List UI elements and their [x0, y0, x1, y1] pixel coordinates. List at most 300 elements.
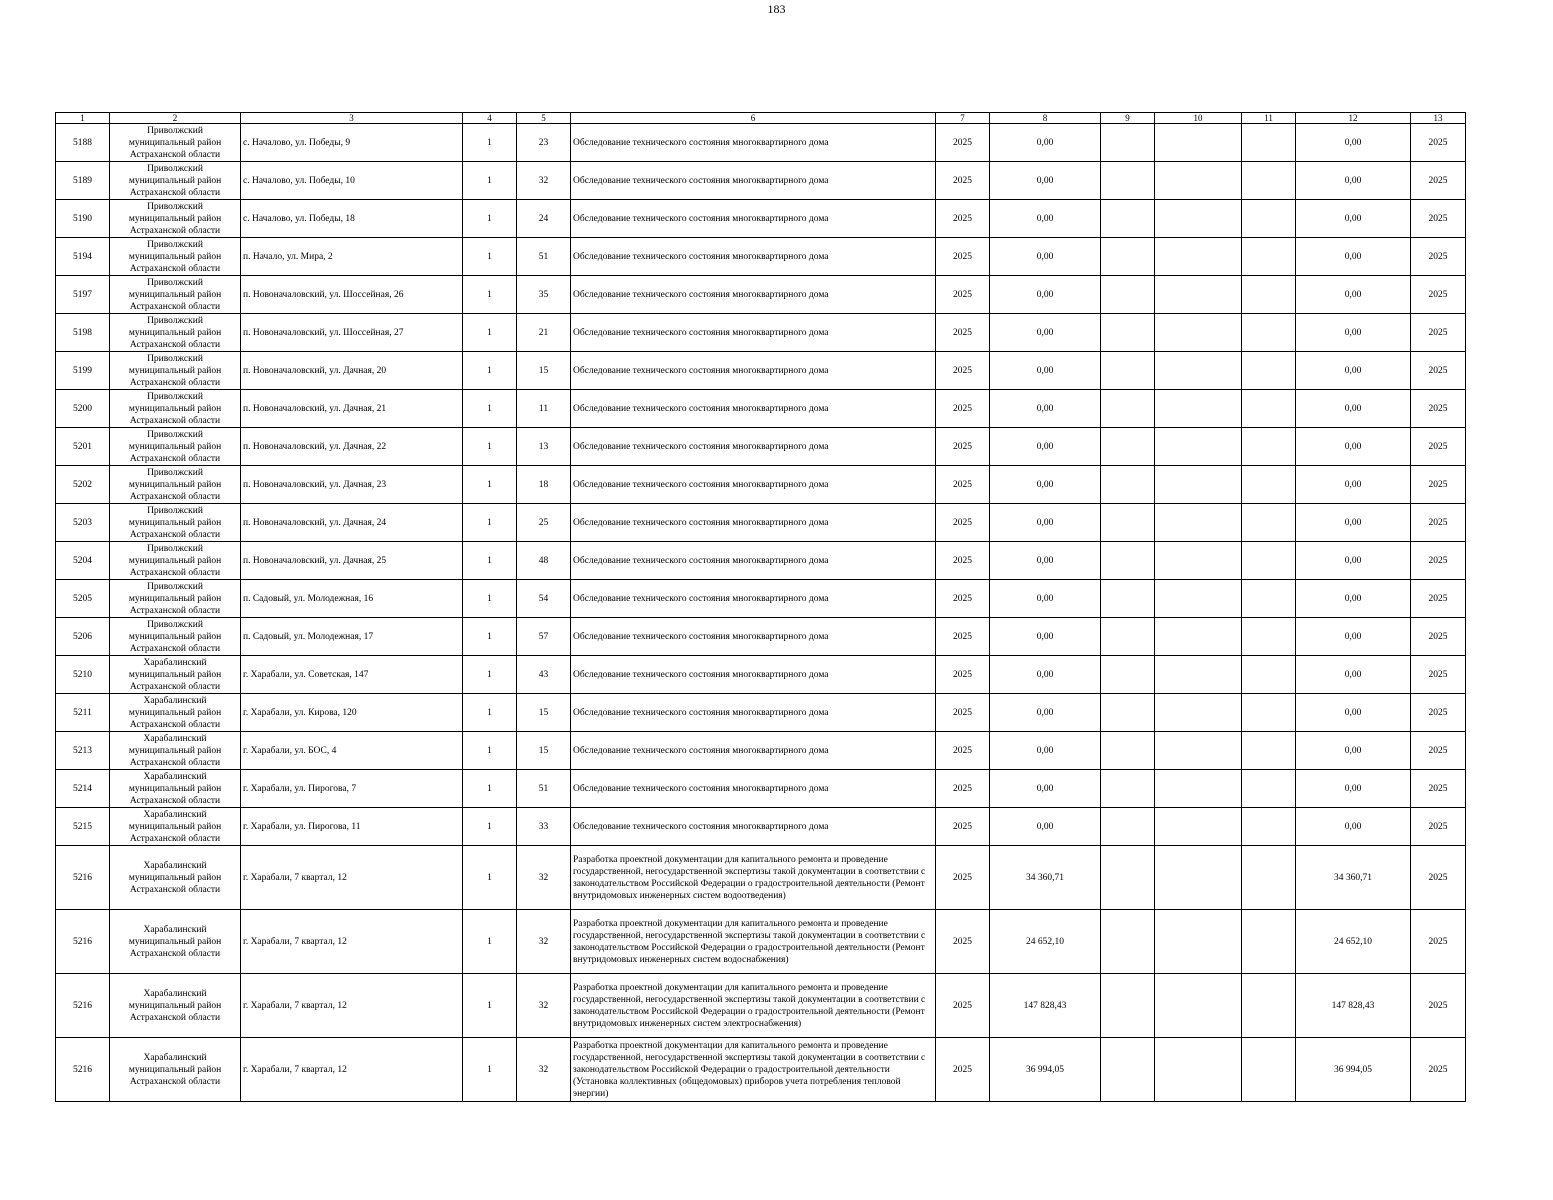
column-12-cell: 0,00 [1296, 542, 1411, 580]
column-11-cell [1242, 200, 1296, 238]
work-type-cell: Обследование технического состояния многоквартирного дома [571, 580, 936, 618]
address-cell: г. Харабали, 7 квартал, 12 [241, 1038, 463, 1102]
column-5-cell: 57 [517, 618, 571, 656]
column-4-cell: 1 [463, 974, 517, 1038]
municipality-line: Астраханской области [129, 529, 221, 540]
year-cell: 2025 [936, 162, 990, 200]
column-5-cell: 13 [517, 428, 571, 466]
municipality-line: Харабалинский [143, 695, 207, 706]
municipality-cell [110, 200, 241, 238]
column-5-cell: 15 [517, 352, 571, 390]
address-cell: п. Садовый, ул. Молодежная, 16 [241, 580, 463, 618]
cost-cell: 0,00 [990, 618, 1101, 656]
column-11-cell [1242, 238, 1296, 276]
column-12-cell: 0,00 [1296, 390, 1411, 428]
municipality-line: Приволжский [147, 163, 203, 174]
column-13-cell: 2025 [1411, 162, 1466, 200]
column-5-cell: 32 [517, 162, 571, 200]
table-body [56, 113, 1466, 1102]
municipality-line: Астраханской области [129, 948, 221, 959]
column-9-cell [1101, 618, 1155, 656]
row-number-cell: 5205 [56, 580, 110, 618]
work-type-cell: Обследование технического состояния многоквартирного дома [571, 732, 936, 770]
column-9-cell [1101, 466, 1155, 504]
work-type-cell: Разработка проектной документации для капитального ремонта и проведение государственной, негосударственной экспертизы такой документации в соответствии с законодательством Российской Федерации о градостроительной деятельности (Ремонт внутридомовых инженерных систем водоотведения) [571, 846, 936, 910]
column-9-cell [1101, 732, 1155, 770]
cost-cell: 0,00 [990, 694, 1101, 732]
column-4-cell: 1 [463, 846, 517, 910]
column-13-cell: 2025 [1411, 466, 1466, 504]
municipality-line: Астраханской области [129, 415, 221, 426]
column-9-cell [1101, 542, 1155, 580]
column-4-cell: 1 [463, 580, 517, 618]
municipality-line: муниципальный район [128, 555, 222, 566]
address-cell: г. Харабали, ул. Пирогова, 7 [241, 770, 463, 808]
cost-cell: 34 360,71 [990, 846, 1101, 910]
column-13-cell: 2025 [1411, 352, 1466, 390]
cost-cell: 0,00 [990, 390, 1101, 428]
municipality-line: муниципальный район [128, 631, 222, 642]
column-11-cell [1242, 542, 1296, 580]
table-row [56, 390, 1466, 428]
municipality-line: муниципальный район [128, 669, 222, 680]
column-10-cell [1155, 580, 1242, 618]
column-12-cell: 147 828,43 [1296, 974, 1411, 1038]
column-12-cell: 0,00 [1296, 770, 1411, 808]
municipality-cell [110, 580, 241, 618]
column-13-cell: 2025 [1411, 200, 1466, 238]
municipality-line: Астраханской области [129, 491, 221, 502]
year-cell: 2025 [936, 974, 990, 1038]
column-10-cell [1155, 124, 1242, 162]
column-11-cell [1242, 808, 1296, 846]
municipality-cell [110, 466, 241, 504]
column-11-cell [1242, 124, 1296, 162]
municipality-cell [110, 974, 241, 1038]
municipality-line: муниципальный район [128, 872, 222, 883]
column-11-cell [1242, 910, 1296, 974]
municipality-line: Астраханской области [129, 605, 221, 616]
address-cell: г. Харабали, ул. Кирова, 120 [241, 694, 463, 732]
capital-repair-table [55, 112, 1466, 1102]
column-9-cell [1101, 694, 1155, 732]
table-row [56, 732, 1466, 770]
column-13-cell: 2025 [1411, 504, 1466, 542]
cost-cell: 0,00 [990, 314, 1101, 352]
municipality-cell [110, 390, 241, 428]
municipality-cell [110, 656, 241, 694]
municipality-line: Приволжский [147, 201, 203, 212]
municipality-line: Астраханской области [129, 643, 221, 654]
table-row [56, 770, 1466, 808]
work-type-cell: Обследование технического состояния многоквартирного дома [571, 542, 936, 580]
year-cell: 2025 [936, 808, 990, 846]
table-row [56, 200, 1466, 238]
column-13-cell: 2025 [1411, 314, 1466, 352]
municipality-cell [110, 314, 241, 352]
year-cell: 2025 [936, 542, 990, 580]
column-10-cell [1155, 910, 1242, 974]
column-5-cell: 51 [517, 770, 571, 808]
column-11-cell [1242, 656, 1296, 694]
column-10-cell [1155, 542, 1242, 580]
cost-cell: 0,00 [990, 428, 1101, 466]
municipality-line: Астраханской области [129, 301, 221, 312]
column-header: 10 [1155, 113, 1242, 124]
column-10-cell [1155, 428, 1242, 466]
municipality-line: Астраханской области [129, 149, 221, 160]
municipality-line: Приволжский [147, 505, 203, 516]
column-11-cell [1242, 618, 1296, 656]
municipality-cell [110, 162, 241, 200]
column-12-cell: 0,00 [1296, 618, 1411, 656]
municipality-line: Харабалинский [143, 924, 207, 935]
work-type-cell: Обследование технического состояния многоквартирного дома [571, 428, 936, 466]
work-type-cell: Обследование технического состояния многоквартирного дома [571, 656, 936, 694]
year-cell: 2025 [936, 238, 990, 276]
row-number-cell: 5210 [56, 656, 110, 694]
column-header: 9 [1101, 113, 1155, 124]
year-cell: 2025 [936, 314, 990, 352]
work-type-cell: Обследование технического состояния многоквартирного дома [571, 352, 936, 390]
municipality-line: Астраханской области [129, 453, 221, 464]
work-type-cell: Обследование технического состояния многоквартирного дома [571, 618, 936, 656]
column-11-cell [1242, 314, 1296, 352]
table-row [56, 314, 1466, 352]
column-10-cell [1155, 276, 1242, 314]
column-12-cell: 24 652,10 [1296, 910, 1411, 974]
column-9-cell [1101, 504, 1155, 542]
municipality-cell [110, 910, 241, 974]
municipality-line: Приволжский [147, 315, 203, 326]
column-13-cell: 2025 [1411, 974, 1466, 1038]
column-10-cell [1155, 352, 1242, 390]
municipality-line: Астраханской области [129, 187, 221, 198]
municipality-cell [110, 504, 241, 542]
work-type-cell: Обследование технического состояния многоквартирного дома [571, 314, 936, 352]
year-cell: 2025 [936, 200, 990, 238]
column-12-cell: 0,00 [1296, 580, 1411, 618]
column-13-cell: 2025 [1411, 656, 1466, 694]
column-4-cell: 1 [463, 428, 517, 466]
municipality-line: Приволжский [147, 581, 203, 592]
address-cell: п. Начало, ул. Мира, 2 [241, 238, 463, 276]
column-header: 6 [571, 113, 936, 124]
column-9-cell [1101, 808, 1155, 846]
work-type-cell: Обследование технического состояния многоквартирного дома [571, 466, 936, 504]
column-header: 12 [1296, 113, 1411, 124]
municipality-line: муниципальный район [128, 517, 222, 528]
column-13-cell: 2025 [1411, 808, 1466, 846]
column-10-cell [1155, 162, 1242, 200]
column-11-cell [1242, 974, 1296, 1038]
column-4-cell: 1 [463, 694, 517, 732]
column-5-cell: 35 [517, 276, 571, 314]
column-header: 11 [1242, 113, 1296, 124]
column-13-cell: 2025 [1411, 846, 1466, 910]
municipality-line: Астраханской области [129, 719, 221, 730]
work-type-cell: Обследование технического состояния многоквартирного дома [571, 276, 936, 314]
column-13-cell: 2025 [1411, 1038, 1466, 1102]
municipality-cell [110, 694, 241, 732]
work-type-cell: Обследование технического состояния многоквартирного дома [571, 504, 936, 542]
municipality-line: Харабалинский [143, 860, 207, 871]
column-5-cell: 43 [517, 656, 571, 694]
municipality-line: муниципальный район [128, 821, 222, 832]
address-cell: п. Садовый, ул. Молодежная, 17 [241, 618, 463, 656]
address-cell: п. Новоначаловский, ул. Дачная, 20 [241, 352, 463, 390]
column-5-cell: 21 [517, 314, 571, 352]
work-type-cell: Разработка проектной документации для капитального ремонта и проведение государственной, негосударственной экспертизы такой документации в соответствии с законодательством Российской Федерации о градостроительной деятельности (Установка коллективных (общедомовых) приборов учета потребления тепловой энергии) [571, 1038, 936, 1102]
municipality-cell [110, 238, 241, 276]
address-cell: г. Харабали, ул. Пирогова, 11 [241, 808, 463, 846]
column-13-cell: 2025 [1411, 276, 1466, 314]
cost-cell: 0,00 [990, 656, 1101, 694]
column-10-cell [1155, 694, 1242, 732]
column-10-cell [1155, 656, 1242, 694]
table-row [56, 504, 1466, 542]
cost-cell: 0,00 [990, 200, 1101, 238]
column-9-cell [1101, 390, 1155, 428]
municipality-cell [110, 732, 241, 770]
column-9-cell [1101, 276, 1155, 314]
municipality-line: муниципальный район [128, 213, 222, 224]
year-cell: 2025 [936, 1038, 990, 1102]
year-cell: 2025 [936, 124, 990, 162]
table-row [56, 808, 1466, 846]
row-number-cell: 5203 [56, 504, 110, 542]
table-row [56, 974, 1466, 1038]
row-number-cell: 5198 [56, 314, 110, 352]
year-cell: 2025 [936, 618, 990, 656]
column-10-cell [1155, 238, 1242, 276]
cost-cell: 0,00 [990, 504, 1101, 542]
year-cell: 2025 [936, 732, 990, 770]
column-11-cell [1242, 162, 1296, 200]
column-4-cell: 1 [463, 504, 517, 542]
column-10-cell [1155, 846, 1242, 910]
row-number-cell: 5206 [56, 618, 110, 656]
cost-cell: 0,00 [990, 276, 1101, 314]
municipality-line: Приволжский [147, 239, 203, 250]
column-12-cell: 0,00 [1296, 314, 1411, 352]
column-5-cell: 33 [517, 808, 571, 846]
row-number-cell: 5211 [56, 694, 110, 732]
column-4-cell: 1 [463, 314, 517, 352]
cost-cell: 24 652,10 [990, 910, 1101, 974]
cost-cell: 0,00 [990, 238, 1101, 276]
row-number-cell: 5202 [56, 466, 110, 504]
column-13-cell: 2025 [1411, 238, 1466, 276]
municipality-cell [110, 428, 241, 466]
column-9-cell [1101, 124, 1155, 162]
column-4-cell: 1 [463, 162, 517, 200]
address-cell: п. Новоначаловский, ул. Дачная, 22 [241, 428, 463, 466]
municipality-line: Харабалинский [143, 1052, 207, 1063]
municipality-line: Астраханской области [129, 377, 221, 388]
column-13-cell: 2025 [1411, 732, 1466, 770]
table-row [56, 656, 1466, 694]
work-type-cell: Обследование технического состояния многоквартирного дома [571, 770, 936, 808]
work-type-cell: Обследование технического состояния многоквартирного дома [571, 694, 936, 732]
column-9-cell [1101, 770, 1155, 808]
cost-cell: 0,00 [990, 162, 1101, 200]
column-5-cell: 15 [517, 694, 571, 732]
column-5-cell: 15 [517, 732, 571, 770]
column-11-cell [1242, 846, 1296, 910]
municipality-line: Приволжский [147, 543, 203, 554]
municipality-line: муниципальный район [128, 251, 222, 262]
table-row [56, 618, 1466, 656]
address-cell: п. Новоначаловский, ул. Дачная, 25 [241, 542, 463, 580]
address-cell: п. Новоначаловский, ул. Шоссейная, 27 [241, 314, 463, 352]
column-9-cell [1101, 314, 1155, 352]
column-13-cell: 2025 [1411, 910, 1466, 974]
table-row [56, 694, 1466, 732]
work-type-cell: Разработка проектной документации для капитального ремонта и проведение государственной, негосударственной экспертизы такой документации в соответствии с законодательством Российской Федерации о градостроительной деятельности (Ремонт внутридомовых инженерных систем водоснабжения) [571, 910, 936, 974]
column-12-cell: 0,00 [1296, 352, 1411, 390]
work-type-cell: Обследование технического состояния многоквартирного дома [571, 238, 936, 276]
work-type-cell: Разработка проектной документации для капитального ремонта и проведение государственной, негосударственной экспертизы такой документации в соответствии с законодательством Российской Федерации о градостроительной деятельности (Ремонт внутридомовых инженерных систем электроснабжения) [571, 974, 936, 1038]
column-12-cell: 0,00 [1296, 656, 1411, 694]
municipality-line: Астраханской области [129, 757, 221, 768]
municipality-line: муниципальный район [128, 289, 222, 300]
column-9-cell [1101, 200, 1155, 238]
address-cell: г. Харабали, 7 квартал, 12 [241, 846, 463, 910]
row-number-cell: 5216 [56, 974, 110, 1038]
municipality-line: Харабалинский [143, 809, 207, 820]
column-header: 5 [517, 113, 571, 124]
column-4-cell: 1 [463, 770, 517, 808]
table-row [56, 1038, 1466, 1102]
column-12-cell: 0,00 [1296, 466, 1411, 504]
year-cell: 2025 [936, 276, 990, 314]
column-number-header [56, 113, 1466, 124]
address-cell: г. Харабали, ул. БОС, 4 [241, 732, 463, 770]
column-4-cell: 1 [463, 466, 517, 504]
municipality-line: Приволжский [147, 467, 203, 478]
municipality-line: муниципальный район [128, 137, 222, 148]
column-4-cell: 1 [463, 618, 517, 656]
work-type-cell: Обследование технического состояния многоквартирного дома [571, 162, 936, 200]
column-header: 13 [1411, 113, 1466, 124]
year-cell: 2025 [936, 910, 990, 974]
column-10-cell [1155, 732, 1242, 770]
municipality-line: Астраханской области [129, 884, 221, 895]
row-number-cell: 5188 [56, 124, 110, 162]
column-4-cell: 1 [463, 732, 517, 770]
column-9-cell [1101, 352, 1155, 390]
address-cell: г. Харабали, 7 квартал, 12 [241, 974, 463, 1038]
work-type-cell: Обследование технического состояния многоквартирного дома [571, 808, 936, 846]
column-5-cell: 54 [517, 580, 571, 618]
column-11-cell [1242, 732, 1296, 770]
column-10-cell [1155, 770, 1242, 808]
municipality-line: Астраханской области [129, 263, 221, 274]
column-12-cell: 0,00 [1296, 200, 1411, 238]
municipality-cell [110, 1038, 241, 1102]
row-number-cell: 5213 [56, 732, 110, 770]
column-10-cell [1155, 390, 1242, 428]
column-11-cell [1242, 428, 1296, 466]
row-number-cell: 5204 [56, 542, 110, 580]
municipality-line: Астраханской области [129, 795, 221, 806]
column-13-cell: 2025 [1411, 694, 1466, 732]
column-12-cell: 0,00 [1296, 124, 1411, 162]
cost-cell: 0,00 [990, 352, 1101, 390]
row-number-cell: 5194 [56, 238, 110, 276]
row-number-cell: 5216 [56, 846, 110, 910]
year-cell: 2025 [936, 770, 990, 808]
column-5-cell: 51 [517, 238, 571, 276]
cost-cell: 0,00 [990, 808, 1101, 846]
address-cell: п. Новоначаловский, ул. Дачная, 23 [241, 466, 463, 504]
municipality-line: муниципальный район [128, 745, 222, 756]
municipality-cell [110, 352, 241, 390]
row-number-cell: 5199 [56, 352, 110, 390]
column-4-cell: 1 [463, 910, 517, 974]
table-row [56, 124, 1466, 162]
cost-cell: 36 994,05 [990, 1038, 1101, 1102]
column-12-cell: 0,00 [1296, 732, 1411, 770]
column-4-cell: 1 [463, 276, 517, 314]
municipality-line: Приволжский [147, 125, 203, 136]
table-row [56, 542, 1466, 580]
column-13-cell: 2025 [1411, 542, 1466, 580]
row-number-cell: 5189 [56, 162, 110, 200]
column-4-cell: 1 [463, 808, 517, 846]
year-cell: 2025 [936, 390, 990, 428]
column-11-cell [1242, 770, 1296, 808]
municipality-line: Приволжский [147, 429, 203, 440]
work-type-cell: Обследование технического состояния многоквартирного дома [571, 200, 936, 238]
address-cell: с. Началово, ул. Победы, 10 [241, 162, 463, 200]
municipality-line: Приволжский [147, 353, 203, 364]
row-number-cell: 5197 [56, 276, 110, 314]
column-12-cell: 0,00 [1296, 694, 1411, 732]
municipality-line: муниципальный район [128, 479, 222, 490]
column-4-cell: 1 [463, 542, 517, 580]
year-cell: 2025 [936, 694, 990, 732]
municipality-cell [110, 618, 241, 656]
municipality-cell [110, 770, 241, 808]
column-10-cell [1155, 618, 1242, 656]
column-4-cell: 1 [463, 238, 517, 276]
municipality-line: Астраханской области [129, 1012, 221, 1023]
column-11-cell [1242, 466, 1296, 504]
column-13-cell: 2025 [1411, 618, 1466, 656]
column-header: 3 [241, 113, 463, 124]
year-cell: 2025 [936, 580, 990, 618]
municipality-line: муниципальный район [128, 441, 222, 452]
column-11-cell [1242, 504, 1296, 542]
column-9-cell [1101, 428, 1155, 466]
column-11-cell [1242, 1038, 1296, 1102]
address-cell: г. Харабали, ул. Советская, 147 [241, 656, 463, 694]
municipality-line: Астраханской области [129, 225, 221, 236]
row-number-cell: 5201 [56, 428, 110, 466]
column-10-cell [1155, 808, 1242, 846]
column-5-cell: 24 [517, 200, 571, 238]
page-number: 183 [767, 2, 786, 16]
column-header: 1 [56, 113, 110, 124]
municipality-line: Приволжский [147, 277, 203, 288]
column-11-cell [1242, 694, 1296, 732]
column-12-cell: 0,00 [1296, 504, 1411, 542]
municipality-line: Астраханской области [129, 1076, 221, 1087]
cost-cell: 0,00 [990, 466, 1101, 504]
municipality-line: муниципальный район [128, 593, 222, 604]
